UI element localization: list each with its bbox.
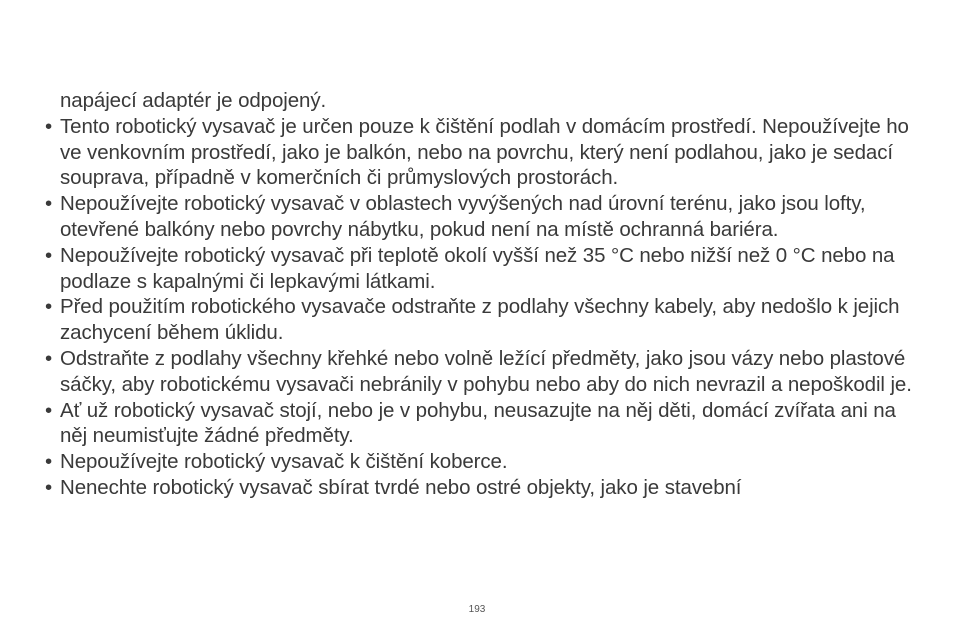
list-item xyxy=(45,191,925,243)
bullet-icon: • xyxy=(45,114,53,138)
list-item xyxy=(45,243,925,295)
list-item-text: Ať už robotický vysavač stojí, nebo je v pohybu, neusazujte na něj děti, domácí zvířata ani na něj neumisťujte žádné předměty. xyxy=(60,398,896,448)
list-item-text: Nepoužívejte robotický vysavač při teplotě okolí vyšší než 35 °C nebo nižší než 0 °C nebo na podlaze s kapalnými či lepkavými látkami. xyxy=(60,243,895,293)
list-item xyxy=(45,346,925,398)
list-item xyxy=(45,114,925,191)
list-item-text: Nepoužívejte robotický vysavač v oblastech vyvýšených nad úrovní terénu, jako jsou lofty, otevřené balkóny nebo povrchy nábytku, pokud není na místě ochranná bariéra. xyxy=(60,192,866,241)
list-item-text: Nepoužívejte robotický vysavač k čištění koberce. xyxy=(60,450,508,474)
list-item-text: Tento robotický vysavač je určen pouze k čištění podlah v domácím prostředí. Nepoužívejte ho ve venkovním prostředí, jako je balkón, nebo na povrchu, který není podlahou, jako je sedací souprava, případně v komerčních či průmyslových prostorách. xyxy=(60,114,909,190)
bullet-icon: • xyxy=(45,475,53,499)
bullet-icon: • xyxy=(45,450,53,474)
bullet-icon: • xyxy=(45,398,53,422)
bullet-list xyxy=(45,114,925,501)
bullet-icon: • xyxy=(45,243,53,267)
bullet-icon: • xyxy=(45,192,53,216)
list-item xyxy=(45,475,925,501)
continuation-line: napájecí adaptér je odpojený. xyxy=(60,89,327,112)
list-item-text: Odstraňte z podlahy všechny křehké nebo volně ležící předměty, jako jsou vázy nebo plastové sáčky, aby robotickému vysavači nebránily v pohybu nebo aby do nich nevrazil a nepoškodil je. xyxy=(60,346,912,396)
list-item-text: Nenechte robotický vysavač sbírat tvrdé nebo ostré objekty, jako je stavební xyxy=(60,475,742,499)
list-item xyxy=(45,398,925,450)
bullet-icon: • xyxy=(45,295,53,319)
safety-instructions-text xyxy=(45,88,925,501)
list-item xyxy=(45,294,925,346)
list-item-text: Před použitím robotického vysavače odstraňte z podlahy všechny kabely, aby nedošlo k jejich zachycení během úklidu. xyxy=(60,295,900,345)
page-number: 193 xyxy=(468,604,486,615)
bullet-icon: • xyxy=(45,346,53,370)
list-item xyxy=(45,449,925,475)
